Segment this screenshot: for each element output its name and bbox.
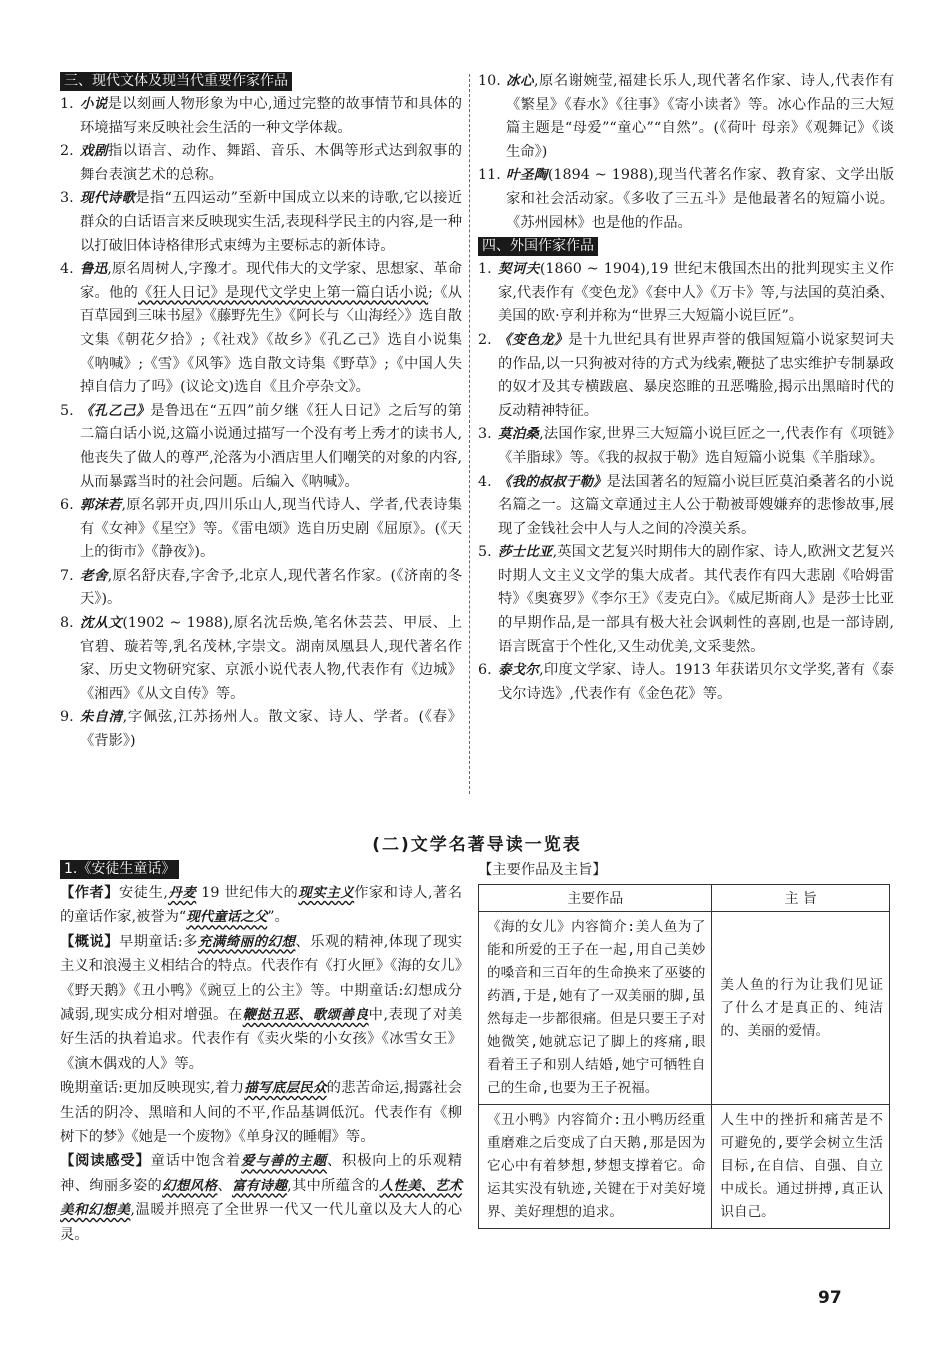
table-header-row [479, 885, 890, 912]
item-term: 现代诗歌 [80, 190, 136, 207]
text-run: 作家和诗人,著名的童话作家,被誉为“ [60, 885, 463, 926]
item-term: 莫泊桑 [498, 426, 540, 443]
item-number: 4. [60, 261, 74, 278]
item-text [80, 494, 462, 565]
list-item [60, 93, 462, 140]
item-term: 叶圣陶 [506, 167, 548, 184]
item-text [498, 329, 894, 423]
item-text [80, 258, 462, 400]
text-run: ”。 [267, 909, 289, 926]
item-body: 是法国著名的短篇小说巨匠莫泊桑著名的小说名篇之一。这篇文章通过主人公于勒被哥嫂嫌弃的悲惨故事,展现了金钱社会中人与人之间的冷漠关系。 [498, 473, 895, 537]
work-cell: 《海的女儿》内容简介:美人鱼为了能和所爱的王子在一起,用自己美妙的嗓音和三百年的生命换来了巫婆的药酒,于是,她有了一双美丽的脚,虽然每走一步都很痛。但是只要王子对她微笑,她就忘记了脚上的疼痛,眼看着王子和别人结婚,她宁可牺牲自己的生命,也要为王子祝福。 [479, 912, 712, 1105]
item-number: 3. [478, 426, 492, 443]
item-number: 4. [478, 473, 492, 490]
text-run: ,温暖并照亮了全世界一代又一代儿童以及大人的心灵。 [60, 1202, 462, 1243]
item-text [80, 93, 462, 140]
label-author: 【作者】 [60, 885, 120, 901]
column-divider [469, 74, 470, 794]
page-number: 97 [818, 1288, 842, 1308]
item-number: 1. [478, 261, 492, 278]
item-body: (1902 ~ 1988),原名沈岳焕,笔名休芸芸、甲辰、上官碧、璇若等,乳名茂林,字崇文。湖南凤凰县人,现代著名作家、历史文物研究家、京派小说代表人物,代表作有《边城》《湘西》《从文自传》等。 [80, 615, 462, 702]
list-item [478, 659, 894, 706]
item-text [498, 258, 894, 329]
text-run: 、积极向上的乐观精神、绚丽多姿的 [60, 1153, 463, 1194]
text-run: 19 世纪伟大的 [196, 885, 299, 901]
highlight-phrase: 爱与善的主题 [241, 1153, 327, 1170]
author-paragraph [60, 881, 462, 930]
item-body: ,原名谢婉莹,福建长乐人,现代著名作家、诗人,代表作有《繁星》《春水》《往事》《寄小读者》等。冰心作品的三大短篇主题是“母爱”“童心”“自然”。(《荷叶 母亲》《观舞记》《谈生命》) [506, 73, 894, 160]
item-number: 2. [60, 143, 74, 160]
highlight-phrase: 富有诗趣 [231, 1177, 288, 1194]
item-text [80, 187, 462, 258]
list-item [60, 400, 462, 494]
table-row [479, 912, 890, 1105]
item-body: ,原名周树人,字豫才。现代伟大的文学家、思想家、革命家。他的 [80, 261, 463, 301]
item-body: ;《从百草园到三味书屋》《藤野先生》《阿长与〈山海经〉》选自散文集《朝花夕拾》;《社戏》《故乡》《孔乙己》选自小说集《呐喊》;《雪》《风筝》选自散文诗集《野草》;《中国人失掉自信力了吗》(议论文)选自《且介亭杂文》。 [80, 284, 463, 396]
item-term: 沈从文 [80, 615, 123, 632]
item-term: 郭沫若 [80, 497, 122, 514]
highlight-phrase: 幻想风格 [162, 1177, 218, 1194]
table-row [479, 1105, 890, 1229]
item-body: ,印度文学家、诗人。1913 年获诺贝尔文学奖,著有《泰戈尔诗选》,代表作有《金色花》等。 [498, 662, 894, 702]
item-term: 泰戈尔 [498, 662, 540, 679]
text-run: 晚期童话:更加反映现实,着力 [60, 1080, 245, 1097]
list-item [60, 187, 462, 258]
highlight-country: 丹麦 [167, 885, 197, 901]
item-text [498, 659, 894, 706]
highlight-realism: 现实主义 [298, 885, 355, 901]
andersen-section [60, 858, 462, 1247]
item-body: ,字佩弦,江苏扬州人。散文家、诗人、学者。(《春》《背影》) [80, 709, 463, 750]
left-column [60, 70, 462, 754]
item-number: 9. [60, 709, 74, 726]
list-item [478, 541, 894, 659]
item-body: 是以刻画人物形象为中心,通过完整的故事情节和具体的环境描写来反映社会生活的一种文学体裁。 [80, 96, 463, 136]
text-run: 、乐观的精神,体现了现实主义和浪漫主义相结合的特点。代表作有《打火匣》《海的女儿》《野天鹅》《丑小鸭》《豌豆上的公主》等。中期童话:幻想成分减弱,现实成分相对增强。在 [60, 933, 463, 1024]
item-number: 6. [478, 662, 492, 679]
item-term: 莎士比亚 [498, 544, 553, 561]
item-body: ,英国文艺复兴时期伟大的剧作家、诗人,欧洲文艺复兴时期人文主义文学的集大成者。其代表作有四大悲剧《哈姆雷特》《奥赛罗》《李尔王》《麦克白》。《威尼斯商人》是莎士比亚的早期作品,是一部具有极大社会讽刺性的喜剧,也是一部诗剧,语言既富于个性化,又生动优美,文采斐然。 [498, 544, 895, 655]
text-run: ,其中所蕴含的 [287, 1177, 380, 1194]
highlight-phrase: 人性美、艺术美和幻想美 [60, 1177, 463, 1219]
item-body: (1860 ~ 1904),19 世纪末俄国杰出的批判现实主义作家,代表作有《变色龙》《套中人》《万卡》等,与法国的莫泊桑、美国的欧·亨利并称为“世界三大短篇小说巨匠”。 [498, 261, 895, 325]
item-text [80, 140, 462, 187]
list-item [60, 140, 462, 187]
item-term: 老舍 [80, 567, 108, 584]
item-text [80, 706, 462, 753]
item-number: 10. [478, 73, 501, 89]
section-heading-modern-literature: 三、现代文体及现当代重要作家作品 [60, 72, 292, 91]
work-cell: 《丑小鸭》内容简介:丑小鸭历经重重磨难之后变成了白天鹅,那是因为它心中有着梦想,梦想支撑着它。命运其实没有轨迹,关键在于对美好境界、美好理想的追求。 [479, 1105, 712, 1229]
item-term: 《我的叔叔于勒》 [498, 473, 607, 490]
list-item [60, 706, 462, 753]
aim-cell: 人生中的挫折和痛苦是不可避免的,要学会树立生活目标,在自信、自强、自立中成长。通过拼搏,真正认识自己。 [712, 1105, 890, 1229]
overview-paragraph [60, 930, 462, 1076]
item-body: (1894 ~ 1988),现当代著名作家、教育家、文学出版家和社会活动家。《多收了三五斗》是他最著名的短篇小说。《苏州园林》也是他的作品。 [506, 167, 895, 231]
aim-cell: 美人鱼的行为让我们见证了什么才是真正的、纯洁的、美丽的爱情。 [712, 912, 890, 1105]
reading-feeling-paragraph [60, 1149, 462, 1247]
book-heading: 1.《安徒生童话》 [60, 860, 179, 879]
item-body: ,原名郭开贞,四川乐山人,现当代诗人、学者,代表诗集有《女神》《星空》等。《雷电颂》选自历史剧《屈原》。(《天上的街市》《静夜》)。 [80, 497, 463, 561]
list-item [478, 164, 894, 235]
item-term: 戏剧 [80, 143, 108, 160]
item-number: 5. [60, 402, 74, 419]
item-text [498, 471, 894, 542]
right-column [478, 70, 894, 706]
list-item [60, 258, 462, 400]
highlight-phrase: 充满绮丽的幻想 [197, 933, 296, 950]
item-body: 是十九世纪具有世界声誉的俄国短篇小说家契诃夫的作品,以一只狗被对待的方式为线索,鞭挞了忠实维护专制暴政的奴才及其专横跋扈、暴戾恣睢的丑恶嘴脸,揭示出黑暗时代的反动精神特征。 [498, 331, 894, 419]
late-period-paragraph [60, 1076, 462, 1149]
item-body: 是鲁迅在“五四”前夕继《狂人日记》之后写的第二篇白话小说,这篇小说通过描写一个没有考上秀才的读书人,他丧失了做人的尊严,沦落为小酒店里人们嘲笑的对象的内容,从而暴露当时的社会问题。后编入《呐喊》。 [80, 402, 462, 490]
item-body: ,原名舒庆春,字舍予,北京人,现代著名作家。(《济南的冬天》)。 [80, 567, 463, 608]
item-term: 契诃夫 [498, 261, 540, 278]
text-run: 中,表现了对美好生活的执着追求。代表作有《卖火柴的小女孩》《冰雪女王》《演木偶戏的人》等。 [60, 1007, 463, 1072]
item-text [498, 423, 894, 470]
item-body: ,法国作家,世界三大短篇小说巨匠之一,代表作有《项链》《羊脂球》等。《我的叔叔于勒》选自短篇小说集《羊脂球》。 [498, 426, 894, 466]
text-run: 安徒生, [119, 885, 168, 901]
item-term: 朱自清 [80, 709, 123, 726]
list-item [478, 258, 894, 329]
label-reading-feeling: 【阅读感受】 [60, 1153, 151, 1170]
item-number: 11. [478, 167, 501, 184]
list-item [60, 565, 462, 612]
item-text [498, 541, 894, 659]
item-term: 小说 [80, 96, 108, 112]
item-number: 8. [60, 615, 74, 632]
list-item [60, 612, 462, 706]
works-section [478, 858, 894, 1229]
item-text [506, 164, 894, 235]
list-item [60, 494, 462, 565]
label-overview: 【概说】 [60, 933, 119, 950]
item-number: 1. [60, 96, 74, 112]
list-item [478, 471, 894, 542]
list-item [478, 423, 894, 470]
list-item [478, 70, 894, 164]
highlight-phrase: 描写底层民众 [244, 1080, 327, 1097]
item-number: 7. [60, 567, 74, 584]
item-number: 6. [60, 497, 74, 514]
column-header-aim: 主 旨 [712, 885, 890, 912]
item-body: 是指“五四运动”至新中国成立以来的诗歌,它以接近群众的白话语言来反映现实生活,表现科学民主的内容,是一种以打破旧体诗格律形式束缚为主要标志的新体诗。 [80, 190, 462, 254]
section-heading-foreign-authors: 四、外国作家作品 [478, 237, 598, 256]
item-term: 《变色龙》 [498, 331, 569, 348]
text-run: 童话中饱含着 [150, 1153, 242, 1170]
item-term: 《孔乙己》 [80, 402, 151, 419]
item-term: 鲁迅 [80, 261, 108, 278]
list-item [478, 329, 894, 423]
works-heading: 【主要作品及主旨】 [478, 862, 607, 878]
item-number: 5. [478, 544, 492, 561]
item-number: 2. [478, 331, 492, 348]
item-term: 冰心 [506, 73, 534, 89]
underlined-phrase: 《狂人日记》是现代文学史上第一篇白话小说 [138, 284, 429, 301]
textbook-page [60, 70, 894, 1340]
section-title-reading-guide: (二)文学名著导读一览表 [372, 835, 582, 855]
column-header-works: 主要作品 [479, 885, 712, 912]
item-text [80, 612, 462, 706]
item-body: 指以语言、动作、舞蹈、音乐、木偶等形式达到叙事的舞台表演艺术的总称。 [80, 143, 463, 183]
highlight-title: 现代童话之父 [186, 909, 268, 926]
highlight-phrase: 鞭挞丑恶、歌颂善良 [242, 1007, 369, 1024]
item-text [80, 400, 462, 494]
item-number: 3. [60, 190, 74, 207]
text-run: 、 [217, 1177, 232, 1194]
item-text [506, 70, 894, 164]
text-run: 早期童话:多 [118, 933, 198, 950]
item-text [80, 565, 462, 612]
text-run: 的悲苦命运,揭露社会生活的阴冷、黑暗和人间的不平,作品基调低沉。代表作有《柳树下的梦》《她是一个废物》《单身汉的睡帽》等。 [60, 1080, 462, 1146]
works-table [478, 884, 890, 1229]
